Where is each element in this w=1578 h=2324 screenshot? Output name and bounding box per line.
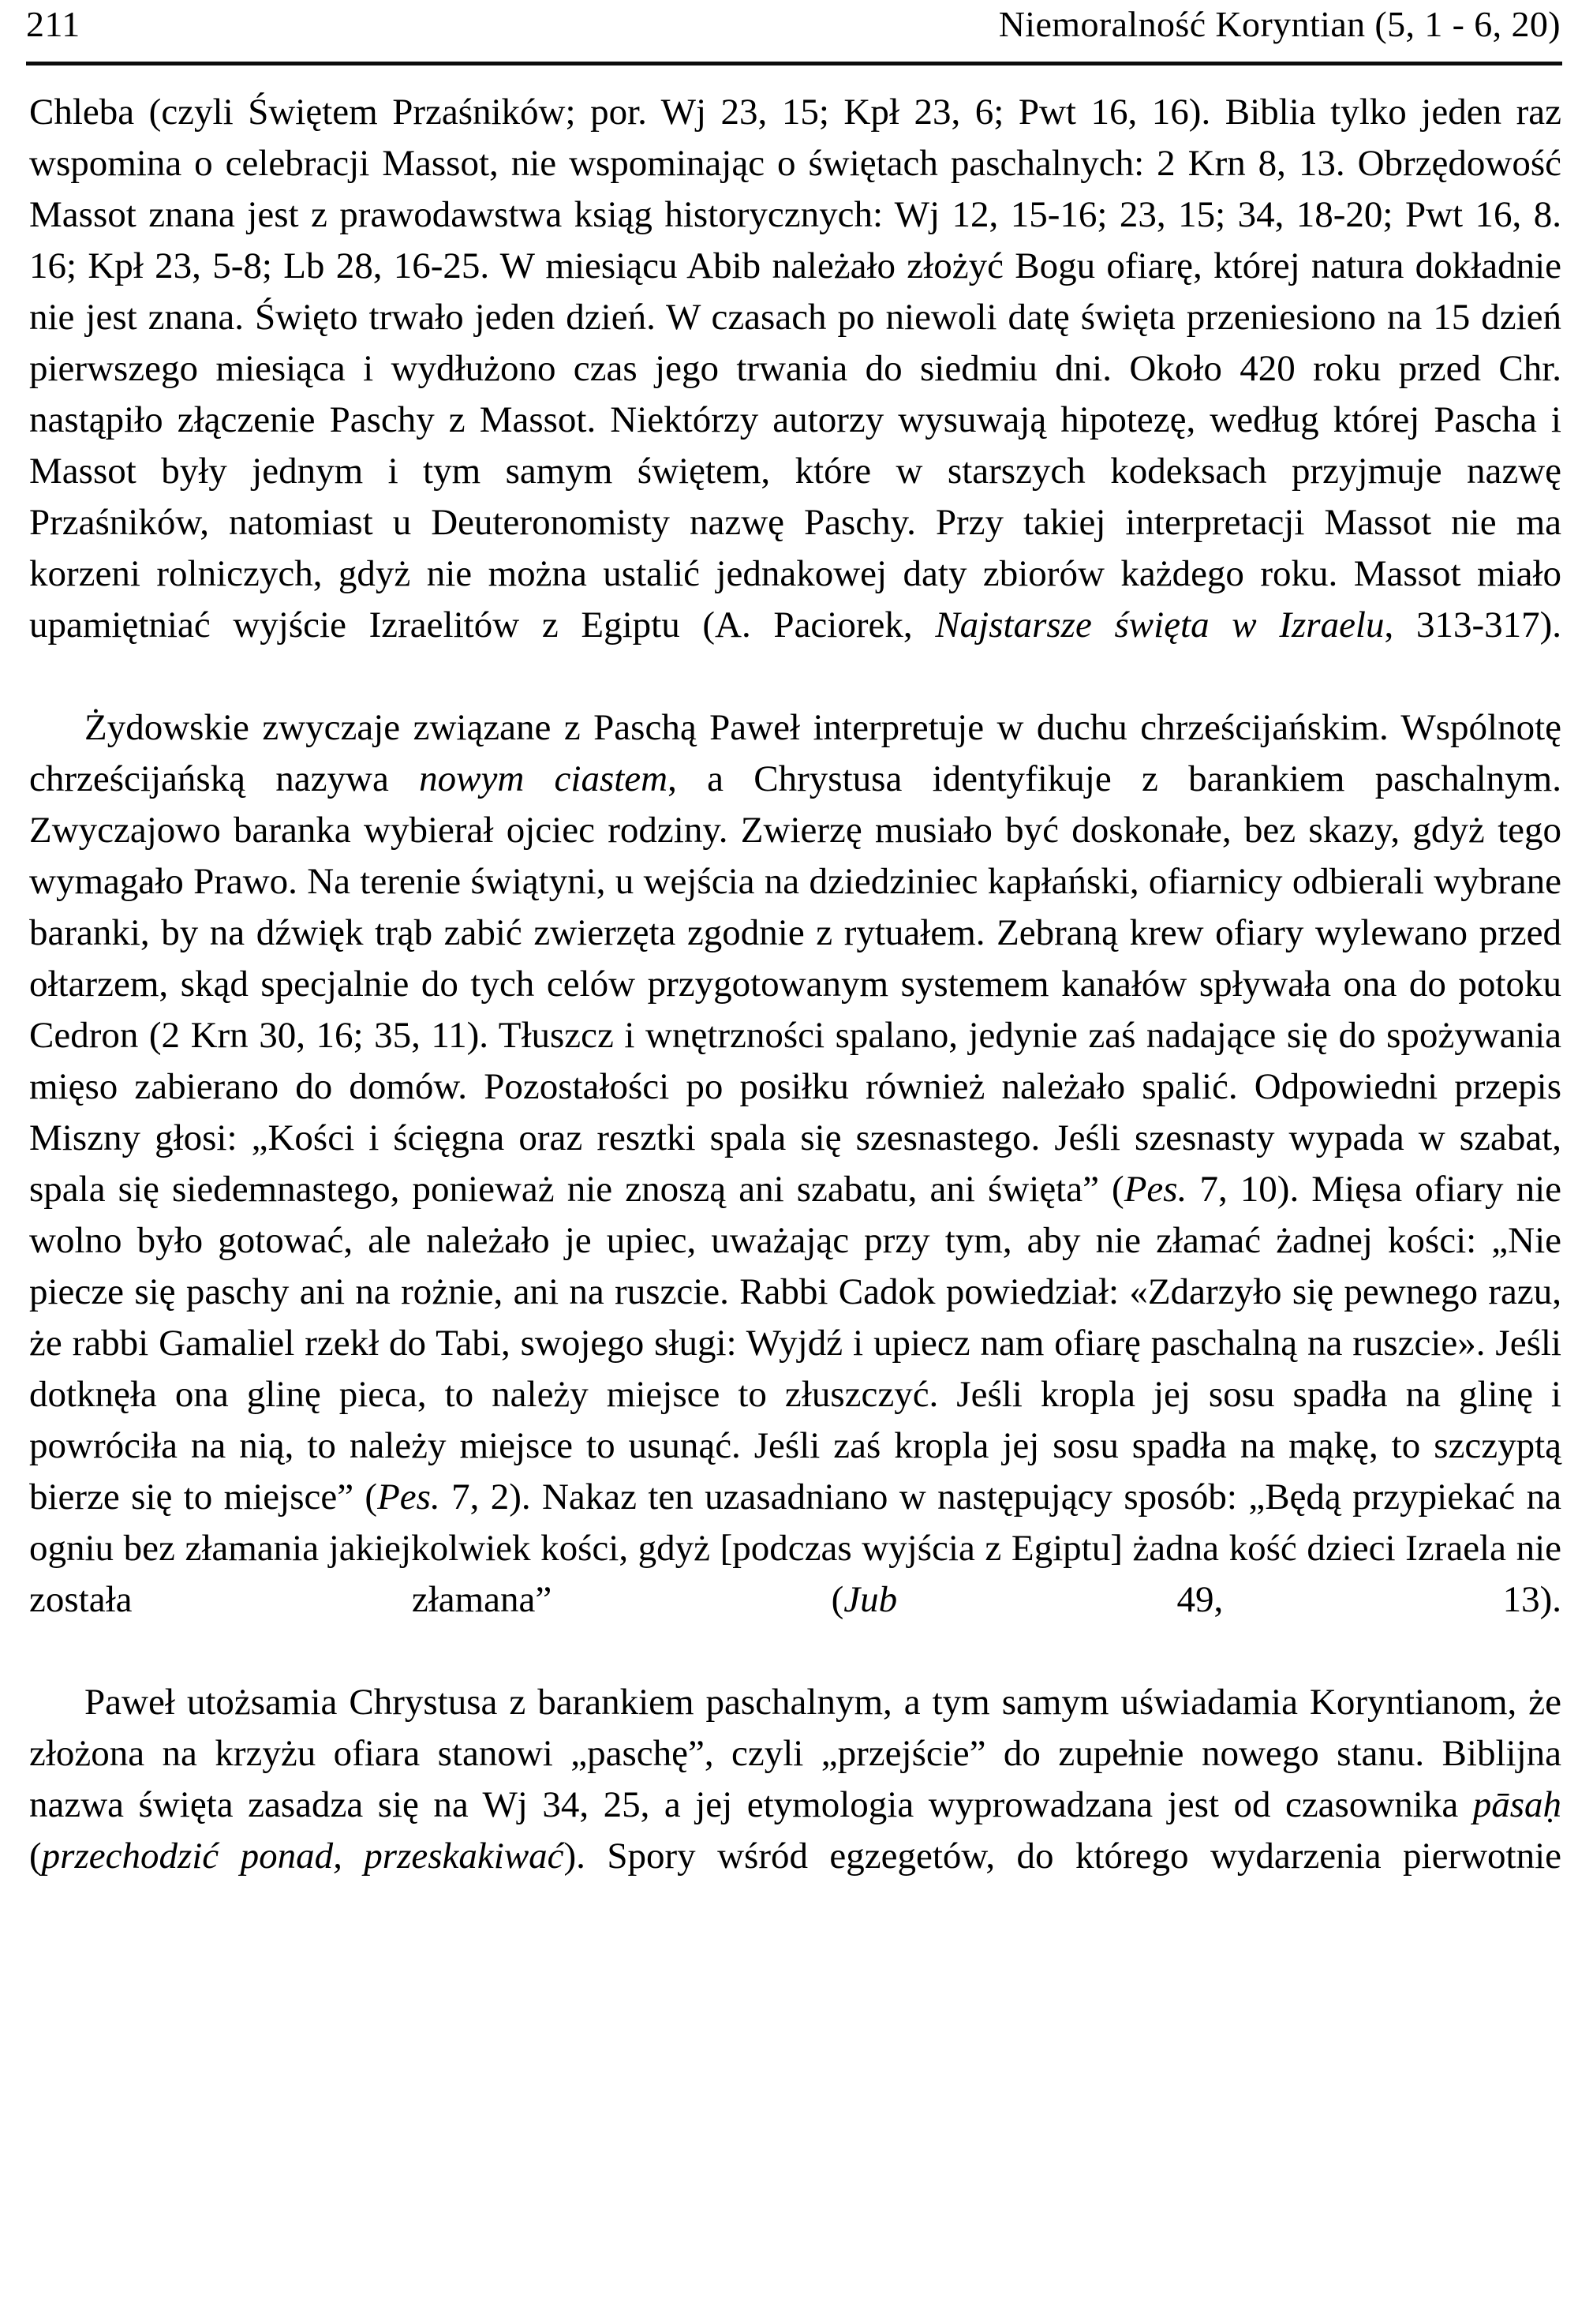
italic-citation: Pes.: [1124, 1169, 1187, 1210]
paragraph-massot: [29, 87, 1561, 702]
paragraph-paul-identifies: [29, 1677, 1561, 1933]
italic-citation: przechodzić ponad, przeskakiwać: [41, 1836, 564, 1877]
running-header: [26, 6, 1561, 52]
italic-citation: nowym ciastem: [419, 758, 668, 799]
text-run: , a Chrystusa identyfikuje z barankiem paschalnym. Zwyczajowo baranka wybierał ojciec rodziny. Zwierzę musiało być doskonałe, bez skazy, gdyż tego wymagało Prawo. Na terenie świątyni, u wejścia na dziedziniec kapłański, ofiarnicy odbierali wybrane baranki, by na dźwięk trąb zabić zwierzęta zgodnie z rytuałem. Zebraną krew ofiary wylewano przed ołtarzem, skąd specjalnie do tych celów przygotowanym systemem kanałów spływała ona do potoku Cedron (2 Krn 30, 16; 35, 11). Tłuszcz i wnętrzności spalano, jedynie zaś nadające się do spożywania mięso zabierano do domów. Pozostałości po posiłku również należało spalić. Odpowiedni przepis Miszny głosi: „Kości i ścięgna oraz resztki spala się szesnastego. Jeśli szesnasty wypada w szabat, spala się siedemnastego, ponieważ nie znoszą ani szabatu, ani święta” (: [29, 758, 1561, 1210]
italic-citation: pāsaḥ: [1472, 1784, 1561, 1825]
italic-citation: Pes.: [377, 1476, 440, 1518]
header-rule-divider: [26, 62, 1562, 65]
text-run: Chleba (czyli Świętem Przaśników; por. Wj 23, 15; Kpł 23, 6; Pwt 16, 16). Biblia tylko jeden raz wspomina o celebracji Massot, nie wspominając o świętach paschalnych: 2 Krn 8, 13. Obrzędowość Massot znana jest z prawodawstwa ksiąg historycznych: Wj 12, 15-16; 23, 15; 34, 18-20; Pwt 16, 8. 16; Kpł 23, 5-8; Lb 28, 16-25. W miesiącu Abib należało złożyć Bogu ofiarę, której natura dokładnie nie jest znana. Święto trwało jeden dzień. W czasach po niewoli datę święta przeniesiono na 15 dzień pierwszego miesiąca i wydłużono czas jego trwania do siedmiu dni. Około 420 roku przed Chr. nastąpiło złączenie Paschy z Massot. Niektórzy autorzy wysuwają hipotezę, według której Pascha i Massot były jednym i tym samym świętem, które w starszych kodeksach przyjmuje nazwę Przaśników, natomiast u Deuteronomisty nazwę Paschy. Przy takiej interpretacji Massot nie ma korzeni rolniczych, gdyż nie można ustalić jednakowej daty zbiorów każdego roku. Massot miało upamiętniać wyjście Izraelitów z Egiptu (A. Paciorek,: [29, 92, 1561, 646]
italic-citation: Jub: [843, 1579, 898, 1620]
text-run: 49, 13).: [897, 1579, 1561, 1620]
text-run: (: [29, 1836, 42, 1877]
paragraph-jewish-customs: [29, 702, 1561, 1677]
text-run: , 313-317).: [1384, 604, 1561, 646]
page-number: 211: [26, 4, 80, 44]
text-run: Żydowskie zwyczaje związane z Paschą Paweł interpretuje w duchu chrześcijańskim. Wspólnotę chrześcijańską nazywa: [29, 707, 1561, 799]
italic-citation: Najstarsze święta w Izraelu: [935, 604, 1385, 646]
running-head-title: Niemoralność Koryntian (5, 1 - 6, 20): [998, 4, 1561, 44]
body-text-block: [29, 87, 1561, 1933]
text-run: 7, 10). Mięsa ofiary nie wolno było gotować, ale należało je upiec, uważając przy tym, aby nie złamać żadnej kości: „Nie piecze się paschy ani na rożnie, ani na ruszcie. Rabbi Cadok powiedział: «Zdarzyło się pewnego razu, że rabbi Gamaliel rzekł do Tabi, swojego sługi: Wyjdź i upiecz nam ofiarę paschalną na ruszcie». Jeśli dotknęła ona glinę pieca, to należy miejsce to złuszczyć. Jeśli kropla jej sosu spadła na glinę i powróciła na nią, to należy miejsce to usunąć. Jeśli zaś kropla jej sosu spadła na mąkę, to szczyptą bierze się to miejsce” (: [29, 1169, 1561, 1518]
text-run: ). Spory wśród egzegetów, do którego wydarzenia pierwotnie: [563, 1836, 1562, 1877]
text-run: 7, 2). Nakaz ten uzasadniano w następujący sposób: „Będą przypiekać na ogniu bez złamania jakiejkolwiek kości, gdyż [podczas wyjścia z Egiptu] żadna kość dzieci Izraela nie została złamana” (: [29, 1476, 1562, 1620]
text-run: Paweł utożsamia Chrystusa z barankiem paschalnym, a tym samym uświadamia Koryntianom, że złożona na krzyżu ofiara stanowi „paschę”, czyli „przejście” do zupełnie nowego stanu. Biblijna nazwa święta zasadza się na Wj 34, 25, a jej etymologia wyprowadzana jest od czasownika: [29, 1682, 1561, 1825]
